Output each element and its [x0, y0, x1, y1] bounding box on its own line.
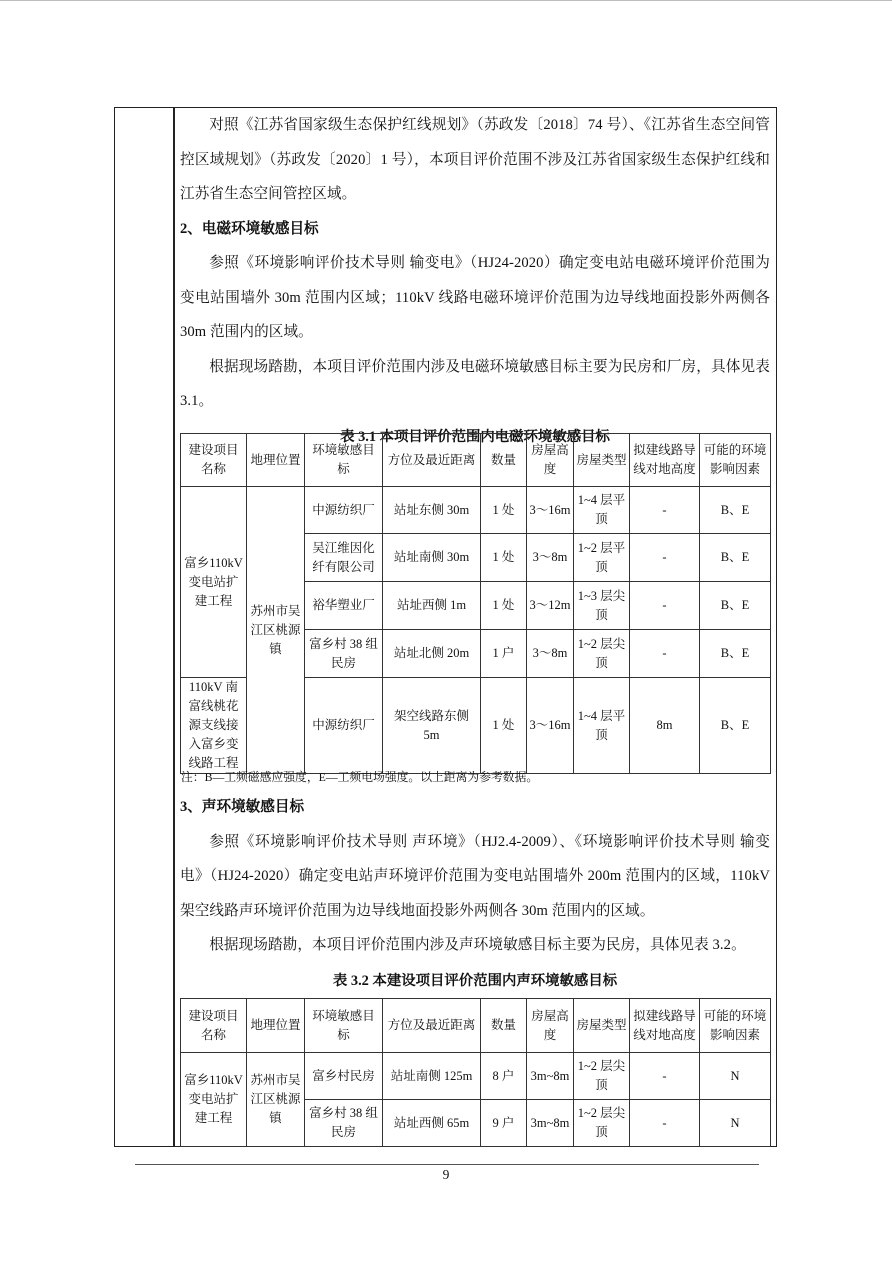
cell-direction: 站址东侧 30m	[383, 487, 481, 534]
header-project: 建设项目名称	[181, 434, 247, 487]
cell-count: 1 处	[481, 678, 527, 774]
header-project: 建设项目名称	[181, 999, 247, 1053]
table-row	[181, 487, 771, 534]
header-count: 数量	[481, 999, 527, 1053]
table2-header-row	[181, 999, 771, 1053]
table1-note: 注：B—工频磁感应强度，E—工频电场强度。以上距离为参考数据。	[181, 770, 539, 784]
cell-type: 1~2 层平顶	[574, 534, 630, 582]
cell-height: 3m~8m	[527, 1100, 574, 1147]
cell-target: 富乡村 38 组民房	[305, 1100, 383, 1147]
cell-height: 3～12m	[527, 582, 574, 630]
header-type: 房屋类型	[574, 434, 630, 487]
cell-count: 8 户	[481, 1053, 527, 1100]
cell-target: 中源纺织厂	[305, 678, 383, 774]
footer-rule	[135, 1164, 759, 1165]
cell-height: 3～16m	[527, 678, 574, 774]
cell-direction: 站址北侧 20m	[383, 630, 481, 678]
cell-count: 1 处	[481, 487, 527, 534]
cell-line-height: -	[630, 1100, 700, 1147]
table1-project-substation: 富乡110kV 变电站扩建工程	[181, 487, 247, 678]
header-target: 环境敏感目标	[305, 434, 383, 487]
section2-paragraph-2: 根据现场踏勘，本项目评价范围内涉及电磁环境敏感目标主要为民房和厂房，具体见表 3.1。	[180, 358, 770, 409]
table-row	[181, 1053, 771, 1100]
cell-direction: 站址南侧 125m	[383, 1053, 481, 1100]
table1-em-sensitive-targets	[180, 433, 771, 774]
cell-target: 富乡村 38 组民房	[305, 630, 383, 678]
cell-direction: 站址西侧 65m	[383, 1100, 481, 1147]
cell-line-height: -	[630, 630, 700, 678]
cell-height: 3～8m	[527, 630, 574, 678]
header-line-height: 拟建线路导线对地高度	[630, 434, 700, 487]
cell-factors: B、E	[700, 630, 771, 678]
header-location: 地理位置	[247, 999, 305, 1053]
cell-height: 3～16m	[527, 487, 574, 534]
main-content	[180, 108, 770, 452]
section3-content	[180, 790, 770, 996]
cell-type: 1~4 层平顶	[574, 487, 630, 534]
intro-paragraph: 对照《江苏省国家级生态保护红线规划》（苏政发〔2018〕74 号）、《江苏省生态空间管控区域规划》（苏政发〔2020〕1 号），本项目评价范围不涉及江苏省国家级生态保护红线和江苏省生态空间管控区域。	[180, 117, 770, 202]
table1-header-row	[181, 434, 771, 487]
cell-type: 1~2 层尖顶	[574, 1100, 630, 1147]
cell-target: 裕华塑业厂	[305, 582, 383, 630]
header-direction: 方位及最近距离	[383, 999, 481, 1053]
cell-height: 3m~8m	[527, 1053, 574, 1100]
cell-direction: 架空线路东侧 5m	[383, 678, 481, 774]
cell-count: 1 户	[481, 630, 527, 678]
header-target: 环境敏感目标	[305, 999, 383, 1053]
table2-project-substation: 富乡110kV 变电站扩建工程	[181, 1053, 247, 1147]
cell-height: 3～8m	[527, 534, 574, 582]
section3-paragraph-2: 根据现场踏勘，本项目评价范围内涉及声环境敏感目标主要为民房，具体见表 3.2。	[209, 937, 746, 953]
cell-direction: 站址西侧 1m	[383, 582, 481, 630]
cell-direction: 站址南侧 30m	[383, 534, 481, 582]
cell-factors: B、E	[700, 678, 771, 774]
cell-target: 吴江维因化纤有限公司	[305, 534, 383, 582]
cell-type: 1~2 层尖顶	[574, 1053, 630, 1100]
table1-location: 苏州市吴江区桃源镇	[247, 487, 305, 774]
header-type: 房屋类型	[574, 999, 630, 1053]
cell-line-height: -	[630, 487, 700, 534]
header-line-height: 拟建线路导线对地高度	[630, 999, 700, 1053]
section3-heading: 3、声环境敏感目标	[180, 799, 305, 815]
header-factors: 可能的环境影响因素	[700, 434, 771, 487]
cell-line-height: 8m	[630, 678, 700, 774]
section2-paragraph-1: 参照《环境影响评价技术导则 输变电》（HJ24-2020）确定变电站电磁环境评价范围为变电站围墙外 30m 范围内区域；110kV 线路电磁环境评价范围为边导线地面投影外两侧各 30m 范围内的区域。	[180, 255, 770, 340]
table2-noise-sensitive-targets	[180, 998, 771, 1147]
page-number: 9	[442, 1167, 450, 1182]
table1-caption: 表 3.1 本项目评价范围内电磁环境敏感目标	[340, 428, 610, 445]
cell-line-height: -	[630, 534, 700, 582]
frame-left-column-divider	[173, 108, 175, 1146]
header-factors: 可能的环境影响因素	[700, 999, 771, 1053]
cell-line-height: -	[630, 1053, 700, 1100]
header-location: 地理位置	[247, 434, 305, 487]
table2-caption: 表 3.2 本建设项目评价范围内声环境敏感目标	[332, 972, 618, 989]
section3-paragraph-1: 参照《环境影响评价技术导则 声环境》（HJ2.4-2009）、《环境影响评价技术导则 输变电》（HJ24-2020）确定变电站声环境评价范围为变电站围墙外 200m 范围内的区域，110kV 架空线路声环境评价范围为边导线地面投影外两侧各 30m 范围内的区域。	[180, 833, 770, 919]
cell-factors: B、E	[700, 534, 771, 582]
cell-type: 1~4 层平顶	[574, 678, 630, 774]
table2-location: 苏州市吴江区桃源镇	[247, 1053, 305, 1147]
cell-factors: B、E	[700, 582, 771, 630]
page-top-edge	[0, 0, 892, 1]
cell-factors: N	[700, 1053, 771, 1100]
cell-factors: N	[700, 1100, 771, 1147]
cell-count: 1 处	[481, 582, 527, 630]
cell-line-height: -	[630, 582, 700, 630]
cell-type: 1~2 层尖顶	[574, 630, 630, 678]
header-count: 数量	[481, 434, 527, 487]
cell-count: 1 处	[481, 534, 527, 582]
cell-factors: B、E	[700, 487, 771, 534]
cell-type: 1~3 层尖顶	[574, 582, 630, 630]
header-direction: 方位及最近距离	[383, 434, 481, 487]
section2-heading: 2、电磁环境敏感目标	[180, 220, 319, 237]
header-height: 房屋高度	[527, 434, 574, 487]
cell-target: 富乡村民房	[305, 1053, 383, 1100]
header-height: 房屋高度	[527, 999, 574, 1053]
cell-count: 9 户	[481, 1100, 527, 1147]
table1-project-line: 110kV 南富线桃花源支线接入富乡变线路工程	[181, 678, 247, 774]
cell-target: 中源纺织厂	[305, 487, 383, 534]
